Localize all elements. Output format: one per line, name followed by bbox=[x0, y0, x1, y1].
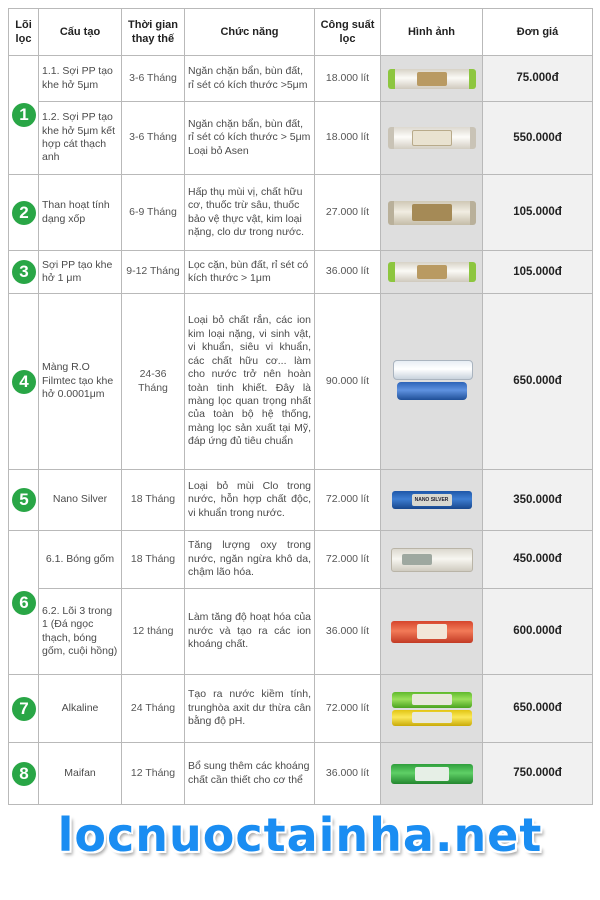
capacity-cell: 27.000 lít bbox=[315, 175, 381, 251]
replace-time-cell: 3-6 Tháng bbox=[122, 56, 185, 102]
structure-cell: 1.2. Sợi PP tạo khe hở 5μm kết hợp cát thạch anh bbox=[39, 102, 122, 175]
stage-number-cell bbox=[9, 294, 39, 470]
table-row bbox=[9, 294, 593, 470]
stage-number-badge: 8 bbox=[12, 762, 36, 786]
stage-number-badge: 1 bbox=[12, 103, 36, 127]
structure-cell: Sợi PP tạo khe hở 1 μm bbox=[39, 251, 122, 294]
table-row bbox=[9, 675, 593, 743]
stage-number-cell bbox=[9, 470, 39, 531]
function-cell: Tạo ra nước kiềm tính, trunghòa axit dư thừa cân bằng độ pH. bbox=[185, 675, 315, 743]
cartridge-image-cell bbox=[381, 743, 483, 805]
capacity-cell: 36.000 lít bbox=[315, 251, 381, 294]
header-structure: Cấu tạo bbox=[39, 9, 122, 56]
function-cell: Ngăn chặn bẩn, bùn đất, rỉ sét có kích thước >5μm bbox=[185, 56, 315, 102]
stage-number-badge: 5 bbox=[12, 488, 36, 512]
header-function: Chức năng bbox=[185, 9, 315, 56]
alkaline-green-cartridge-image bbox=[392, 692, 472, 708]
replace-time-cell: 24 Tháng bbox=[122, 675, 185, 743]
price-cell: 450.000đ bbox=[483, 531, 593, 589]
maifan-green-cartridge-image bbox=[391, 764, 473, 784]
replace-time-cell: 24-36 Tháng bbox=[122, 294, 185, 470]
structure-cell: 1.1. Sợi PP tạo khe hở 5μm bbox=[39, 56, 122, 102]
replace-time-cell: 18 Tháng bbox=[122, 531, 185, 589]
stage-number-badge: 7 bbox=[12, 697, 36, 721]
cartridge-image-cell bbox=[381, 102, 483, 175]
replace-time-cell: 12 Tháng bbox=[122, 743, 185, 805]
filter-table-sheet bbox=[8, 8, 592, 800]
cartridge-image-cell bbox=[381, 470, 483, 531]
replace-time-cell: 6-9 Tháng bbox=[122, 175, 185, 251]
function-cell: Lọc cặn, bùn đất, rỉ sét có kích thước > 1μm bbox=[185, 251, 315, 294]
capacity-cell: 36.000 lít bbox=[315, 743, 381, 805]
table-row bbox=[9, 251, 593, 294]
price-cell: 650.000đ bbox=[483, 294, 593, 470]
price-cell: 350.000đ bbox=[483, 470, 593, 531]
price-cell: 105.000đ bbox=[483, 251, 593, 294]
price-cell: 750.000đ bbox=[483, 743, 593, 805]
ro-membrane-housing-image bbox=[391, 356, 473, 408]
website-watermark: locnuoctainha.net bbox=[57, 808, 543, 862]
replace-time-cell: 18 Tháng bbox=[122, 470, 185, 531]
capacity-cell: 72.000 lít bbox=[315, 675, 381, 743]
structure-cell: 6.1. Bóng gốm bbox=[39, 531, 122, 589]
price-cell: 75.000đ bbox=[483, 56, 593, 102]
filter-table bbox=[8, 8, 593, 805]
function-cell: Loại bỏ chất rắn, các ion kim loại nặng, vi sinh vật, vi khuẩn, siêu vi khuẩn, các chất hữu cơ... làm cho nước trở nên hoàn toàn tinh khiết. Đây là màng lọc quan trọng nhất của toàn bộ hệ thống, màng lọc sản xuất tại Mỹ, đáp ứng đủ tiêu chuẩn bbox=[185, 294, 315, 470]
price-cell: 600.000đ bbox=[483, 589, 593, 675]
header-replace-time: Thời gian thay thế bbox=[122, 9, 185, 56]
structure-cell: Màng R.O Filmtec tạo khe hở 0.0001μm bbox=[39, 294, 122, 470]
function-cell: Bổ sung thêm các khoáng chất cần thiết cho cơ thể bbox=[185, 743, 315, 805]
replace-time-cell: 9-12 Tháng bbox=[122, 251, 185, 294]
table-header-row bbox=[9, 9, 593, 56]
nano-silver-label: NANO SILVER bbox=[412, 494, 452, 507]
header-stage: Lõi lọc bbox=[9, 9, 39, 56]
price-cell: 105.000đ bbox=[483, 175, 593, 251]
capacity-cell: 18.000 lít bbox=[315, 56, 381, 102]
function-cell: Làm tăng độ hoạt hóa của nước và tạo ra các ion khoáng chất. bbox=[185, 589, 315, 675]
header-image: Hình ảnh bbox=[381, 9, 483, 56]
alkaline-yellow-cartridge-image bbox=[392, 710, 472, 726]
function-cell: Loại bỏ mùi Clo trong nước, hỗn hợp chất độc, vi khuẩn trong nước. bbox=[185, 470, 315, 531]
cartridge-image-cell bbox=[381, 175, 483, 251]
table-row bbox=[9, 56, 593, 102]
capacity-cell: 18.000 lít bbox=[315, 102, 381, 175]
header-capacity: Công suất lọc bbox=[315, 9, 381, 56]
stage-number-cell bbox=[9, 531, 39, 675]
structure-cell: Maifan bbox=[39, 743, 122, 805]
capacity-cell: 36.000 lít bbox=[315, 589, 381, 675]
structure-cell: 6.2. Lõi 3 trong 1 (Đá ngọc thạch, bóng gốm, cuội hồng) bbox=[39, 589, 122, 675]
cartridge-image-cell bbox=[381, 531, 483, 589]
stage-number-cell bbox=[9, 175, 39, 251]
white-pp-quartz-filter-cartridge-image bbox=[388, 127, 476, 149]
white-pp-1um-filter-cartridge-image bbox=[388, 262, 476, 282]
replace-time-cell: 12 tháng bbox=[122, 589, 185, 675]
cartridge-image-cell bbox=[381, 251, 483, 294]
replace-time-cell: 3-6 Tháng bbox=[122, 102, 185, 175]
stage-number-badge: 3 bbox=[12, 260, 36, 284]
table-row bbox=[9, 589, 593, 675]
white-pp-filter-cartridge-image bbox=[388, 69, 476, 89]
table-row bbox=[9, 102, 593, 175]
function-cell: Tăng lượng oxy trong nước, ngăn ngừa khô da, chậm lão hóa. bbox=[185, 531, 315, 589]
stage-number-badge: 2 bbox=[12, 201, 36, 225]
cartridge-image-cell bbox=[381, 589, 483, 675]
nano-silver-cartridge-image bbox=[392, 491, 472, 509]
structure-cell: Than hoạt tính dạng xốp bbox=[39, 175, 122, 251]
price-cell: 550.000đ bbox=[483, 102, 593, 175]
three-in-one-red-cartridge-image bbox=[391, 621, 473, 643]
cartridge-image-cell bbox=[381, 56, 483, 102]
capacity-cell: 90.000 lít bbox=[315, 294, 381, 470]
function-cell: Hấp thụ mùi vị, chất hữu cơ, thuốc trừ sâu, thuốc bảo vệ thực vật, kim loại nặng, clo dư trong nước. bbox=[185, 175, 315, 251]
stage-number-cell bbox=[9, 251, 39, 294]
header-price: Đơn giá bbox=[483, 9, 593, 56]
table-row bbox=[9, 175, 593, 251]
structure-cell: Nano Silver bbox=[39, 470, 122, 531]
capacity-cell: 72.000 lít bbox=[315, 470, 381, 531]
stage-number-cell bbox=[9, 675, 39, 743]
stage-number-badge: 6 bbox=[12, 591, 36, 615]
cartridge-image-cell bbox=[381, 675, 483, 743]
function-cell: Ngăn chặn bẩn, bùn đất, rỉ sét có kích thước > 5μm Loại bỏ Asen bbox=[185, 102, 315, 175]
cartridge-image-cell bbox=[381, 294, 483, 470]
table-row bbox=[9, 743, 593, 805]
stage-number-badge: 4 bbox=[12, 370, 36, 394]
stage-number-cell bbox=[9, 743, 39, 805]
price-cell: 650.000đ bbox=[483, 675, 593, 743]
carbon-filter-cartridge-image bbox=[388, 201, 476, 225]
structure-cell: Alkaline bbox=[39, 675, 122, 743]
table-row bbox=[9, 470, 593, 531]
capacity-cell: 72.000 lít bbox=[315, 531, 381, 589]
stage-number-cell bbox=[9, 56, 39, 175]
table-row bbox=[9, 531, 593, 589]
ceramic-ball-cartridge-image bbox=[391, 548, 473, 572]
